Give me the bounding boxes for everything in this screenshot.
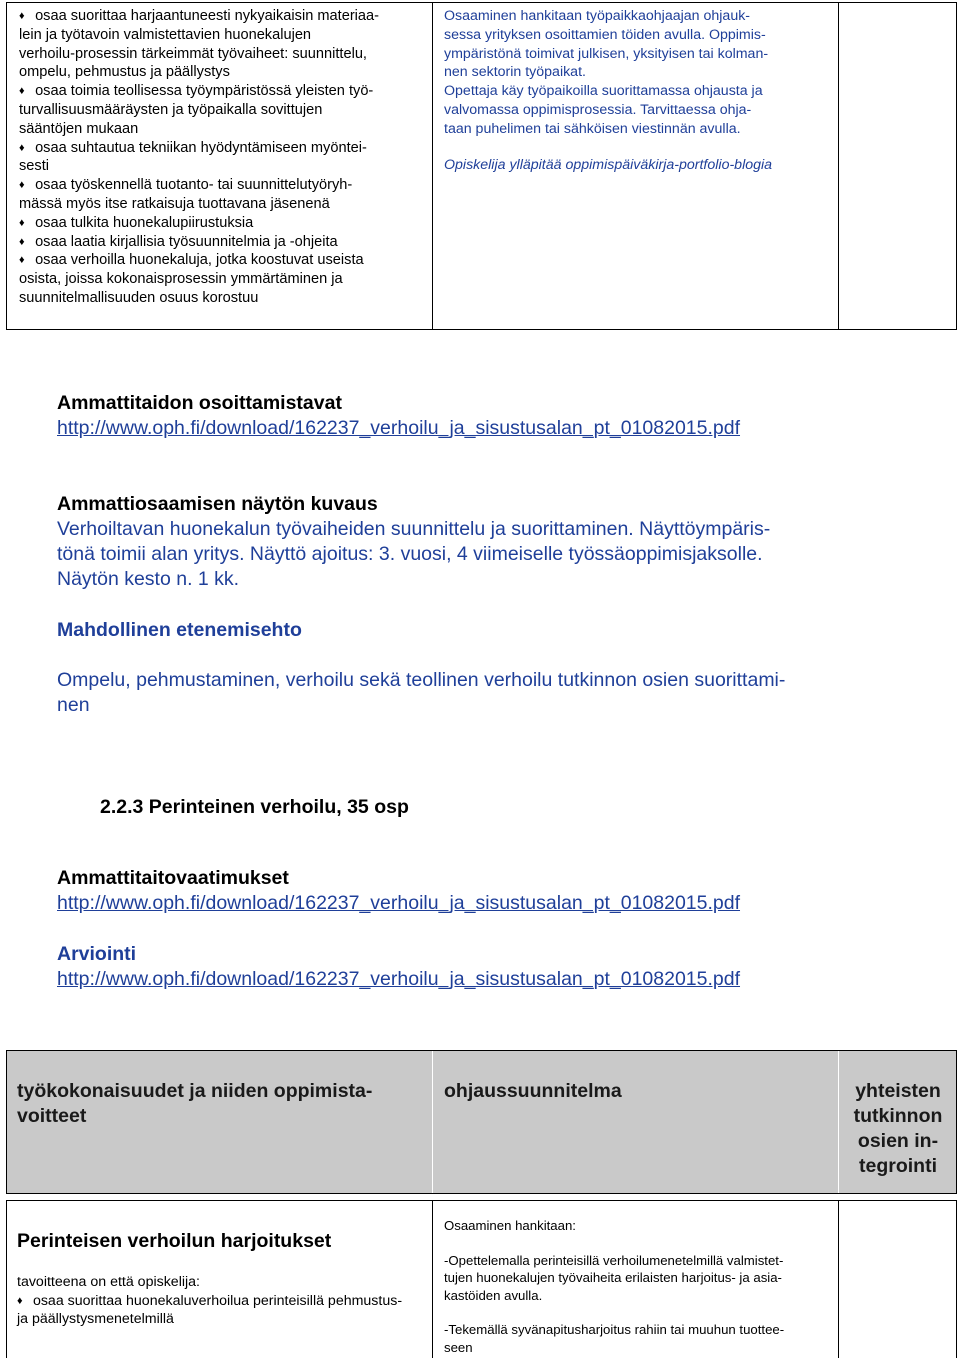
- diamond-bullet-icon: ♦: [19, 235, 25, 248]
- diamond-bullet-icon: ♦: [19, 10, 25, 22]
- list-item: sesti: [19, 158, 50, 175]
- column-divider: [432, 3, 433, 329]
- guidance-line: Opettaja käy työpaikoilla suorittamassa ohjausta ja: [444, 83, 763, 100]
- list-item: ja päällystysmenetelmillä: [17, 1311, 174, 1327]
- paragraph-line: tönä toimii alan yritys. Näyttö ajoitus: 3. vuosi, 4 viimeiselle työssäoppimisjaksolle.: [57, 543, 763, 565]
- guidance-line: taan puhelimen tai sähköisen viestinnän avulla.: [444, 120, 741, 137]
- column-divider: [432, 1051, 433, 1193]
- section-heading: Ammattitaitovaatimukset: [57, 867, 289, 889]
- section-heading: Mahdollinen etenemisehto: [57, 619, 302, 641]
- header-table: [6, 1050, 957, 1194]
- guidance-line: Osaaminen hankitaan työpaikkaohjaajan ohjauk-: [444, 8, 751, 24]
- top-table: [6, 2, 957, 330]
- list-item: mässä myös itse ratkaisuja tuottavana jäsenenä: [19, 195, 330, 212]
- list-item: ♦ osaa työskennellä tuotanto- tai suunnittelutyöryh-: [19, 177, 353, 194]
- list-item: ♦ osaa suorittaa huonekaluverhoilua perinteisillä pehmustus-: [17, 1292, 403, 1309]
- diamond-bullet-icon: ♦: [19, 216, 25, 229]
- section-demonstration-description: [57, 492, 897, 592]
- exercises-objectives: [17, 1273, 417, 1329]
- diamond-bullet-icon: ♦: [19, 141, 25, 154]
- diamond-bullet-icon: ♦: [19, 179, 25, 192]
- section-assessment: [57, 942, 897, 992]
- guidance-line: -Opettelemalla perinteisillä verhoilumenetelmillä valmistet-: [444, 1252, 784, 1268]
- list-item: verhoilu-prosessin tärkeimmät työvaiheet: suunnittelu,: [19, 45, 367, 62]
- exercises-guidance: [444, 1217, 834, 1356]
- list-item: osista, joissa kokonaisprosessin ymmärtäminen ja: [19, 271, 343, 288]
- guidance-line: tujen huonekalujen työvaiheita erilaisten harjoitus- ja asia-: [444, 1270, 782, 1285]
- section-heading: Ammattiosaamisen näytön kuvaus: [57, 493, 378, 515]
- section-progress-condition: [57, 618, 897, 718]
- guidance-line: seen: [444, 1339, 473, 1355]
- column-divider: [838, 1201, 839, 1358]
- section-demonstration-methods: [57, 391, 897, 441]
- list-item: ompelu, pehmustus ja päällystys: [19, 64, 230, 81]
- guidance-line: valvomassa oppimisprosessia. Tarvittaessa ohja-: [444, 101, 752, 118]
- column-divider: [432, 1201, 433, 1358]
- list-item: suunnitelmallisuuden osuus korostuu: [19, 289, 259, 306]
- header-objectives: työkokonaisuudet ja niiden oppimista- voitteet: [17, 1080, 373, 1127]
- exercises-table: [6, 1200, 957, 1358]
- paragraph-line: nen: [57, 694, 90, 716]
- module-title: 2.2.3 Perinteinen verhoilu, 35 osp: [100, 796, 409, 818]
- list-item: ♦ osaa verhoilla huonekaluja, jotka koostuvat useista: [19, 252, 364, 269]
- guidance-line: nen sektorin työpaikat.: [444, 64, 586, 81]
- section-module-title: [100, 795, 940, 820]
- guidance-line: Osaaminen hankitaan:: [444, 1218, 576, 1233]
- spacer: [444, 1304, 834, 1321]
- list-item: ♦ osaa tulkita huonekalupiirustuksia: [19, 214, 254, 231]
- diamond-bullet-icon: ♦: [19, 254, 25, 267]
- diamond-bullet-icon: ♦: [17, 1294, 23, 1307]
- list-item: ♦ osaa suhtautua tekniikan hyödyntämiseen myöntei-: [19, 139, 367, 156]
- pdf-link[interactable]: http://www.oph.fi/download/162237_verhoilu_ja_sisustusalan_pt_01082015.pdf: [57, 417, 741, 439]
- column-divider: [838, 3, 839, 329]
- intro-text: tavoitteena on että opiskelija:: [17, 1274, 200, 1290]
- list-item: ♦ osaa toimia teollisessa työympäristössä yleisten työ-: [19, 83, 374, 100]
- column-divider: [838, 1051, 839, 1193]
- header-integration: yhteisten tutkinnon osien in- tegrointi: [853, 1080, 943, 1177]
- list-item: turvallisuusmääräysten ja työpaikalla sovittujen: [19, 101, 323, 118]
- list-item: sääntöjen mukaan: [19, 120, 139, 137]
- exercises-title: Perinteisen verhoilun harjoitukset: [17, 1230, 332, 1252]
- portfolio-note: Opiskelija ylläpitää oppimispäiväkirja-portfolio-blogia: [444, 156, 773, 173]
- spacer: [444, 1235, 834, 1252]
- paragraph-line: Näytön kesto n. 1 kk.: [57, 568, 240, 590]
- header-guidance-plan: ohjaussuunnitelma: [444, 1080, 622, 1102]
- diamond-bullet-icon: ♦: [19, 85, 25, 98]
- pdf-link[interactable]: http://www.oph.fi/download/162237_verhoilu_ja_sisustusalan_pt_01082015.pdf: [57, 892, 741, 914]
- section-heading: Arviointi: [57, 943, 137, 965]
- guidance-line: kastöiden avulla.: [444, 1287, 543, 1303]
- guidance-line: -Tekemällä syvänapitusharjoitus rahiin tai muuhun tuottee-: [444, 1322, 785, 1337]
- list-item: lein ja työtavoin valmistettavien huonekalujen: [19, 26, 312, 43]
- guidance-cell: [444, 7, 834, 174]
- paragraph-line: Verhoiltavan huonekalun työvaiheiden suunnittelu ja suorittaminen. Näyttöympäris-: [57, 518, 771, 540]
- objectives-cell: [19, 7, 427, 308]
- section-requirements: [57, 866, 897, 916]
- guidance-line: ympäristönä toimivat julkisen, yksityisen tai kolman-: [444, 45, 769, 62]
- guidance-line: sessa yrityksen osoittamien töiden avulla. Oppimis-: [444, 26, 766, 43]
- list-item: ♦ osaa laatia kirjallisia työsuunnitelmia ja -ohjeita: [19, 233, 338, 250]
- paragraph-line: Ompelu, pehmustaminen, verhoilu sekä teollinen verhoilu tutkinnon osien suorittami-: [57, 669, 786, 691]
- pdf-link[interactable]: http://www.oph.fi/download/162237_verhoilu_ja_sisustusalan_pt_01082015.pdf: [57, 968, 741, 990]
- section-heading: Ammattitaidon osoittamistavat: [57, 392, 342, 414]
- list-item: ♦ osaa suorittaa harjaantuneesti nykyaikaisin materiaa-: [19, 8, 380, 24]
